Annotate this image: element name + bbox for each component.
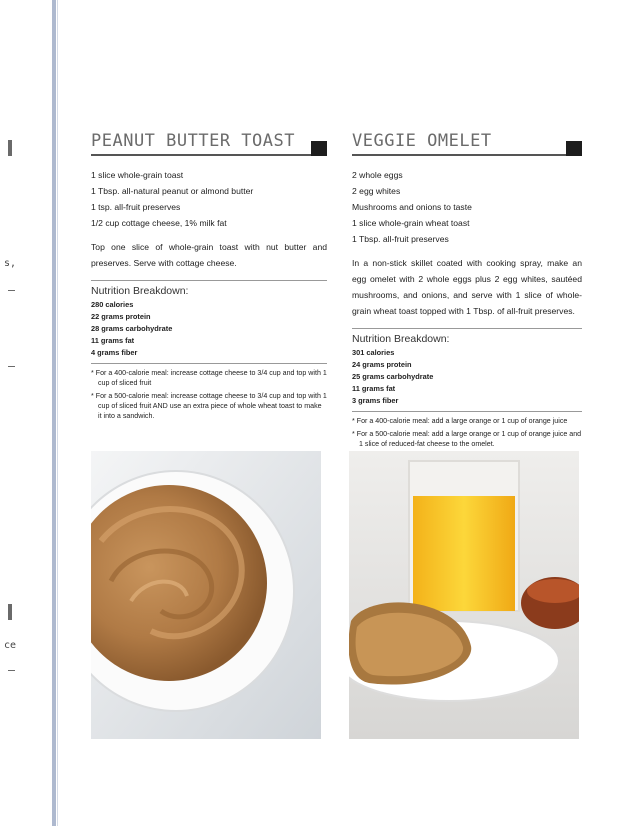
recipe-header bbox=[91, 127, 327, 159]
nutrition-title: Nutrition Breakdown: bbox=[352, 332, 450, 345]
ingredient-item: 1 tsp. all-fruit preserves bbox=[91, 202, 181, 212]
margin-dash bbox=[8, 290, 15, 291]
nutrition-item: 280 calories bbox=[91, 299, 134, 309]
binding-edge bbox=[52, 0, 56, 826]
margin-mark bbox=[8, 140, 12, 156]
ingredient-item: Mushrooms and onions to taste bbox=[352, 202, 472, 212]
recipe-title: PEANUT BUTTER TOAST bbox=[91, 131, 295, 151]
ingredient-list bbox=[91, 167, 327, 231]
binding-edge-shadow bbox=[57, 0, 58, 826]
ingredient-item: 2 whole eggs bbox=[352, 170, 403, 180]
nutrition-list bbox=[91, 299, 327, 359]
calorie-note: * For a 400-calorie meal: add a large orange or 1 cup of orange juice bbox=[352, 416, 568, 425]
recipe-veggie-omelet bbox=[352, 127, 582, 452]
recipe-title: VEGGIE OMELET bbox=[352, 131, 492, 151]
ingredient-item: 2 egg whites bbox=[352, 186, 401, 196]
nutrition-item: 11 grams fat bbox=[352, 383, 396, 393]
ingredient-list bbox=[352, 167, 582, 247]
ingredient-item: 1 slice whole-grain wheat toast bbox=[352, 218, 470, 228]
calorie-note: * For a 400-calorie meal: increase cottage cheese to 3/4 cup and top with 1 cup of sliced fruit bbox=[91, 368, 327, 387]
margin-text: s, bbox=[4, 258, 17, 269]
header-tab-block bbox=[311, 141, 327, 156]
margin-text: ce bbox=[4, 640, 17, 651]
nutrition-item: 28 grams carbohydrate bbox=[91, 323, 173, 333]
nutrition-item: 24 grams protein bbox=[352, 359, 412, 369]
toast-and-juice-photo bbox=[349, 451, 579, 739]
ingredient-item: 1 slice whole-grain toast bbox=[91, 170, 184, 180]
nutrition-item: 301 calories bbox=[352, 347, 395, 357]
nutrition-list bbox=[352, 347, 582, 407]
header-tab-block bbox=[566, 141, 582, 156]
nutrition-item: 4 grams fiber bbox=[91, 347, 138, 357]
calorie-notes bbox=[352, 416, 582, 449]
divider bbox=[352, 328, 582, 329]
ingredient-item: 1/2 cup cottage cheese, 1% milk fat bbox=[91, 218, 227, 228]
recipe-peanut-butter-toast bbox=[91, 127, 327, 424]
divider bbox=[91, 363, 327, 364]
calorie-notes bbox=[91, 368, 327, 421]
calorie-note: * For a 500-calorie meal: add a large orange or 1 cup of orange juice and 1 slice of reduced-fat cheese to the omelet. bbox=[352, 429, 582, 448]
peanut-butter-photo bbox=[91, 451, 321, 739]
recipe-directions: Top one slice of whole-grain toast with nut butter and preserves. Serve with cottage cheese. bbox=[91, 242, 327, 268]
margin-dash bbox=[8, 670, 15, 671]
calorie-note: * For a 500-calorie meal: increase cottage cheese to 3/4 cup and top with 1 cup of sliced fruit AND use an extra piece of whole wheat toast to make it into a sandwich. bbox=[91, 391, 327, 420]
nutrition-item: 3 grams fiber bbox=[352, 395, 399, 405]
margin-dash bbox=[8, 366, 15, 367]
ingredient-item: 1 Tbsp. all-natural peanut or almond butter bbox=[91, 186, 254, 196]
header-rule bbox=[91, 154, 327, 156]
nutrition-title: Nutrition Breakdown: bbox=[91, 284, 189, 297]
nutrition-item: 25 grams carbohydrate bbox=[352, 371, 434, 381]
ingredient-item: 1 Tbsp. all-fruit preserves bbox=[352, 234, 449, 244]
peanut-butter-bowl-illustration bbox=[91, 451, 321, 739]
margin-mark bbox=[8, 604, 12, 620]
nutrition-item: 11 grams fat bbox=[91, 335, 135, 345]
divider bbox=[352, 411, 582, 412]
header-rule bbox=[352, 154, 582, 156]
toast-and-orange-juice-illustration bbox=[349, 451, 579, 739]
nutrition-item: 22 grams protein bbox=[91, 311, 151, 321]
recipe-header bbox=[352, 127, 582, 159]
recipe-directions: In a non-stick skillet coated with cooking spray, make an egg omelet with 2 whole eggs plus 2 egg whites, sautéed mushrooms, and onions, and serve with 1 slice of whole-grain wheat toast topped with 1 Tbsp. of all-fruit preserves. bbox=[352, 258, 582, 316]
divider bbox=[91, 280, 327, 281]
